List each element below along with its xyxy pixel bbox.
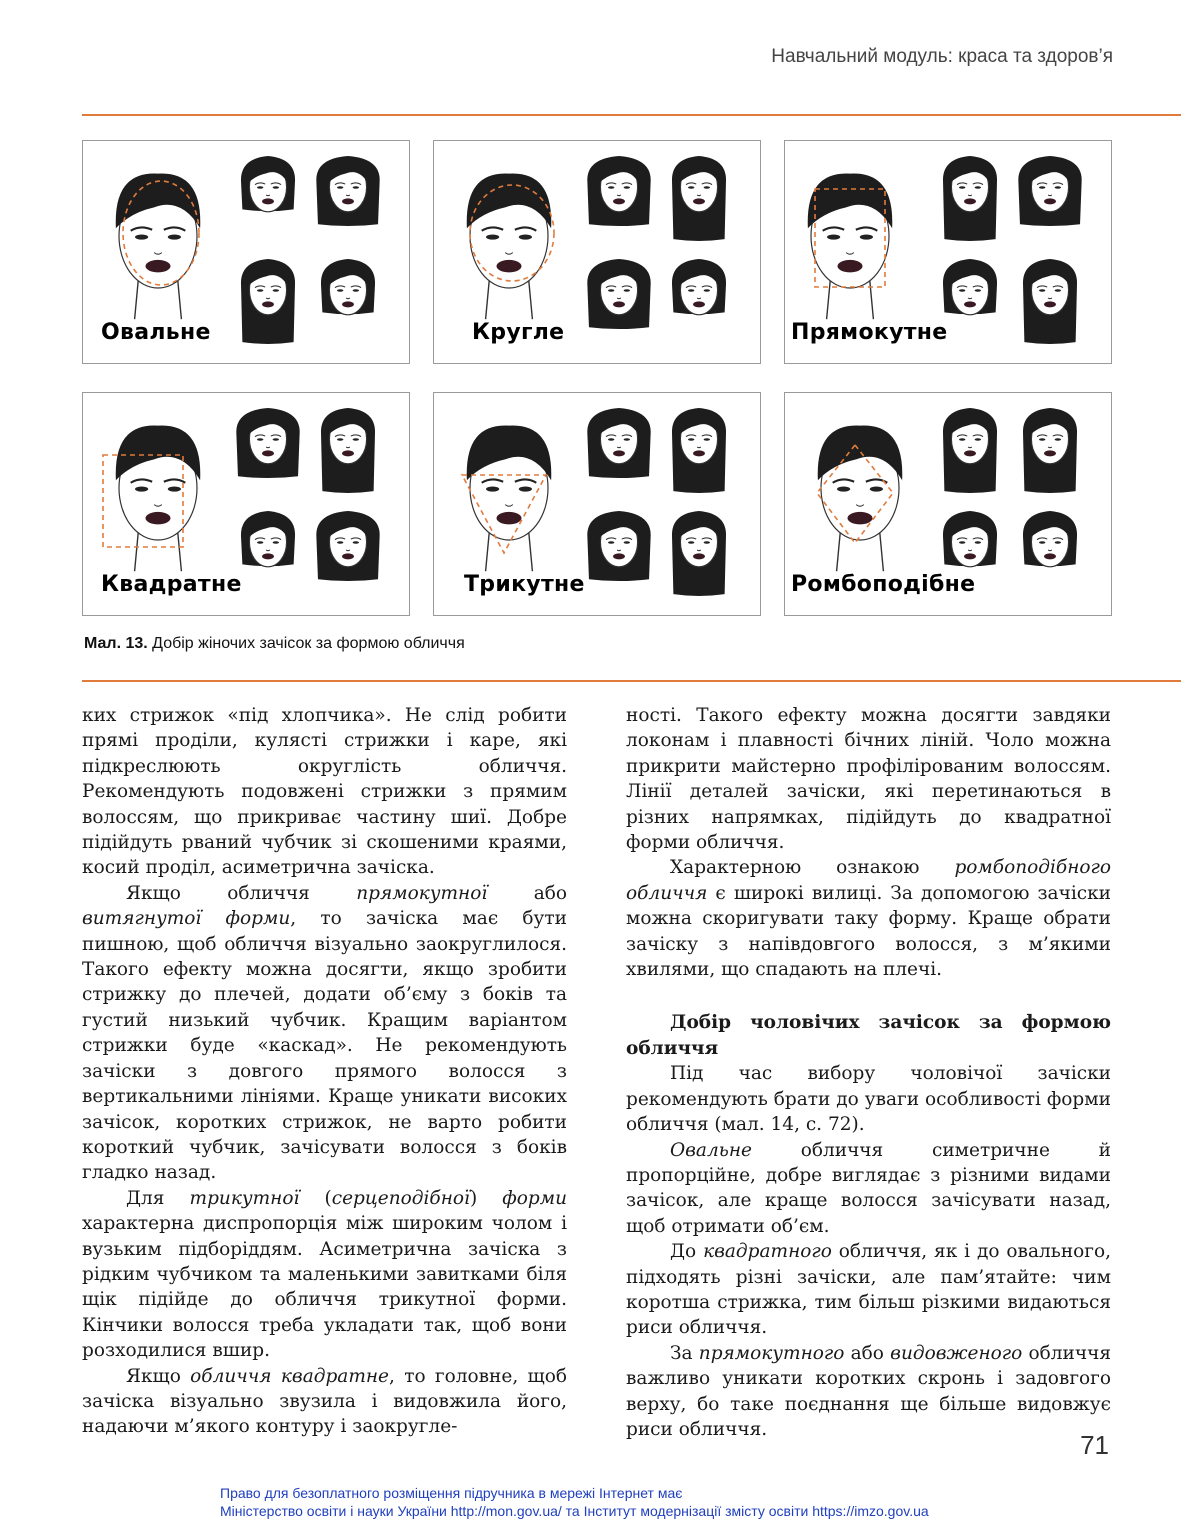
main-face	[467, 173, 554, 319]
panel-label-diamond: Ромбоподібне	[791, 572, 976, 597]
hairstyle-example	[587, 156, 650, 226]
paragraph: За прямокутного або видовженого обличчя важливо уникати коротких скронь і задовгого верху, бо таке поєднання ще більше видовжує риси обличчя.	[626, 1342, 1111, 1440]
module-title: Навчальний модуль: краса та здоров’я	[771, 46, 1113, 67]
panel-label-rectangle: Прямокутне	[791, 320, 948, 345]
panel-label-oval: Овальне	[101, 320, 211, 345]
panel-triangle	[433, 392, 761, 616]
paragraph: Характерною ознакою ромбоподібного обличчя є широкі вилиці. За допомогою зачіски можна скоригувати таку форму. Краще обрати зачіску з напівдовгого волосся, з м’якими хвилями, що спадають на плечі.	[626, 857, 1111, 981]
section-heading: Добір чоловічих зачісок за формою обличчя	[626, 1012, 1111, 1059]
hairstyle-example	[236, 408, 299, 478]
main-face	[808, 173, 893, 319]
hairstyle-example	[672, 156, 726, 241]
hairstyle-example	[241, 511, 295, 567]
main-face	[462, 425, 551, 571]
hairstyle-example	[1023, 408, 1077, 493]
hairstyle-example	[587, 408, 650, 478]
hairstyle-example	[1023, 511, 1077, 567]
hairstyle-example	[943, 259, 997, 315]
main-face	[116, 173, 201, 319]
header-rule	[82, 114, 1181, 116]
hairstyle-example	[587, 511, 650, 581]
panel-label-triangle: Трикутне	[464, 572, 585, 597]
caption-text: Добір жіночих зачісок за формою обличчя	[152, 635, 465, 652]
hairstyle-example	[316, 156, 379, 226]
hairstyle-example	[1023, 259, 1077, 344]
panel-rectangle	[784, 140, 1112, 364]
panel-square	[82, 392, 410, 616]
main-face	[817, 425, 902, 571]
hairstyle-example	[943, 408, 997, 493]
paragraph: ності. Такого ефекту можна досягти завдяки локонам і плавності бічних ліній. Чоло можна прикрити майстерно профілірованим волоссям. Лінії деталей зачіски, які перетинаються в різних напрямках, підійдуть до квадратної форми обличчя.	[626, 705, 1111, 854]
paragraph: ких стрижок «під хлопчика». Не слід робити прямі проділи, кулясті стрижки і каре, які підкреслюють округлість обличчя. Рекомендують подовжені стрижки з прямим волоссям, що прикриває частину шиї. Добре підійдуть рваний чубчик зі скошеними краями, косий проділ, асиметрична зачіска.	[82, 705, 567, 879]
hairstyle-example	[241, 259, 295, 344]
hairstyle-example	[672, 511, 726, 596]
panel-round	[433, 140, 761, 364]
hairstyle-example	[241, 156, 295, 212]
figure-caption	[84, 635, 465, 653]
main-face	[103, 425, 200, 571]
hairstyle-example	[321, 259, 375, 315]
text-column-left	[82, 703, 567, 1440]
figure-rule	[82, 680, 1181, 682]
paragraph: Під час вибору чоловічої зачіски рекомендують брати до уваги особливості форми обличчя (мал. 14, с. 72).	[626, 1063, 1111, 1136]
footer-line-1: Право для безоплатного розміщення підручника в мережі Інтернет має	[220, 1485, 683, 1501]
paragraph: Якщо обличчя квадратне, то головне, щоб зачіска візуально звузила і видовжила його, надаючи м’якого контуру і заокругле-	[82, 1365, 568, 1438]
license-footer	[220, 1484, 929, 1520]
page-number: 71	[1080, 1430, 1109, 1460]
hairstyle-example	[321, 408, 375, 493]
caption-label: Мал. 13.	[84, 635, 148, 652]
text-column-right	[626, 703, 1111, 1442]
paragraph: Для трикутної (серцеподібної) форми характерна диспропорція між широким чолом і вузьким підборіддям. Асиметрична зачіска з рідким чубчиком та маленькими завитками біля щік підійде до обличчя трикутної форми. Кінчики волосся треба укладати так, щоб вони розходилися вшир.	[82, 1187, 567, 1362]
hairstyle-example	[316, 511, 379, 581]
hairstyle-example	[672, 408, 726, 493]
hairstyle-example	[943, 156, 997, 241]
panel-diamond	[784, 392, 1112, 616]
hairstyle-example	[587, 259, 650, 329]
footer-line-2: Міністерство освіти і науки України http://mon.gov.ua/ та Інститут модернізації змісту освіти https://imzo.gov.ua	[220, 1503, 929, 1519]
paragraph: До квадратного обличчя, як і до овального, підходять різні зачіски, але пам’ятайте: чим коротша стрижка, тим більш різкими видаються риси обличчя.	[626, 1241, 1111, 1339]
hairstyle-example	[943, 511, 997, 567]
hairstyle-example	[1018, 156, 1081, 226]
paragraph: Овальне обличчя симетричне й пропорційне, добре виглядає з різними видами зачісок, але краще волосся зачісувати назад, щоб отримати об’єм.	[626, 1139, 1111, 1237]
hairstyle-example	[672, 259, 726, 315]
panel-label-round: Кругле	[472, 320, 565, 345]
panel-oval	[82, 140, 410, 364]
paragraph: Якщо обличчя прямокутної або витягнутої форми, то зачіска має бути пишною, щоб обличчя візуально заокруглилося. Такого ефекту можна досягти, якщо зробити стрижку до плечей, додати об’єму з боків та густий низький чубчик. Кращим варіантом стрижки буде «каскад». Не рекомендують зачіски з довгого прямого волосся з вертикальними лініями. Краще уникати високих зачісок, коротких стрижок, не варто робити короткий чубчик, зачісувати волосся з боків гладко назад.	[82, 882, 568, 1184]
panel-label-square: Квадратне	[101, 572, 242, 597]
